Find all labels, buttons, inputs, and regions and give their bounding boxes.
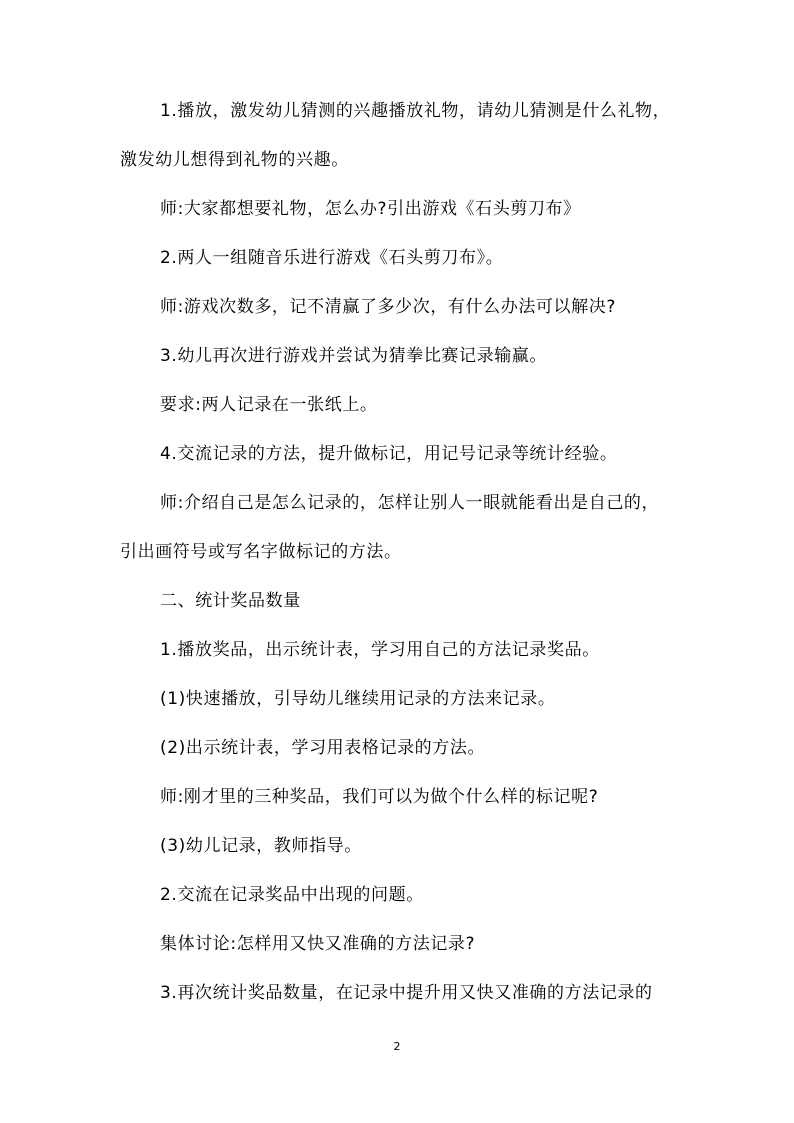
paragraph-line: 师:刚才里的三种奖品，我们可以为做个什么样的标记呢? <box>160 787 599 807</box>
page-number: 2 <box>393 1040 401 1053</box>
paragraph-line: (2)出示统计表，学习用表格记录的方法。 <box>160 738 486 758</box>
paragraph-line: 师:介绍自己是怎么记录的，怎样让别人一眼就能看出是自己的， <box>160 493 660 513</box>
paragraph-line: 2.两人一组随音乐进行游戏《石头剪刀布》。 <box>160 248 504 268</box>
paragraph-line: 4.交流记录的方法，提升做标记，用记号记录等统计经验。 <box>160 444 618 464</box>
paragraph-line: 激发幼儿想得到礼物的兴趣。 <box>120 150 349 170</box>
paragraph-line: (1)快速播放，引导幼儿继续用记录的方法来记录。 <box>160 689 556 709</box>
paragraph-line: 3.幼儿再次进行游戏并尝试为猜拳比赛记录输赢。 <box>160 346 548 366</box>
section-heading: 二、统计奖品数量 <box>160 591 301 611</box>
paragraph-line: 1.播放，激发幼儿猜测的兴趣播放礼物，请幼儿猜测是什么礼物， <box>160 101 671 121</box>
paragraph-line: 3.再次统计奖品数量，在记录中提升用又快又准确的方法记录的 <box>160 983 653 1003</box>
paragraph-line: 集体讨论:怎样用又快又准确的方法记录? <box>160 934 476 954</box>
paragraph-line: 要求:两人记录在一张纸上。 <box>160 395 378 415</box>
paragraph-line: 师:游戏次数多，记不清赢了多少次，有什么办法可以解决? <box>160 297 616 317</box>
paragraph-line: 引出画符号或写名字做标记的方法。 <box>120 542 402 562</box>
paragraph-line: 2.交流在记录奖品中出现的问题。 <box>160 885 424 905</box>
paragraph-line: 1.播放奖品，出示统计表，学习用自己的方法记录奖品。 <box>160 640 600 660</box>
paragraph-line: 师:大家都想要礼物，怎么办?引出游戏《石头剪刀布》 <box>160 199 581 219</box>
paragraph-line: (3)幼儿记录，教师指导。 <box>160 836 362 856</box>
